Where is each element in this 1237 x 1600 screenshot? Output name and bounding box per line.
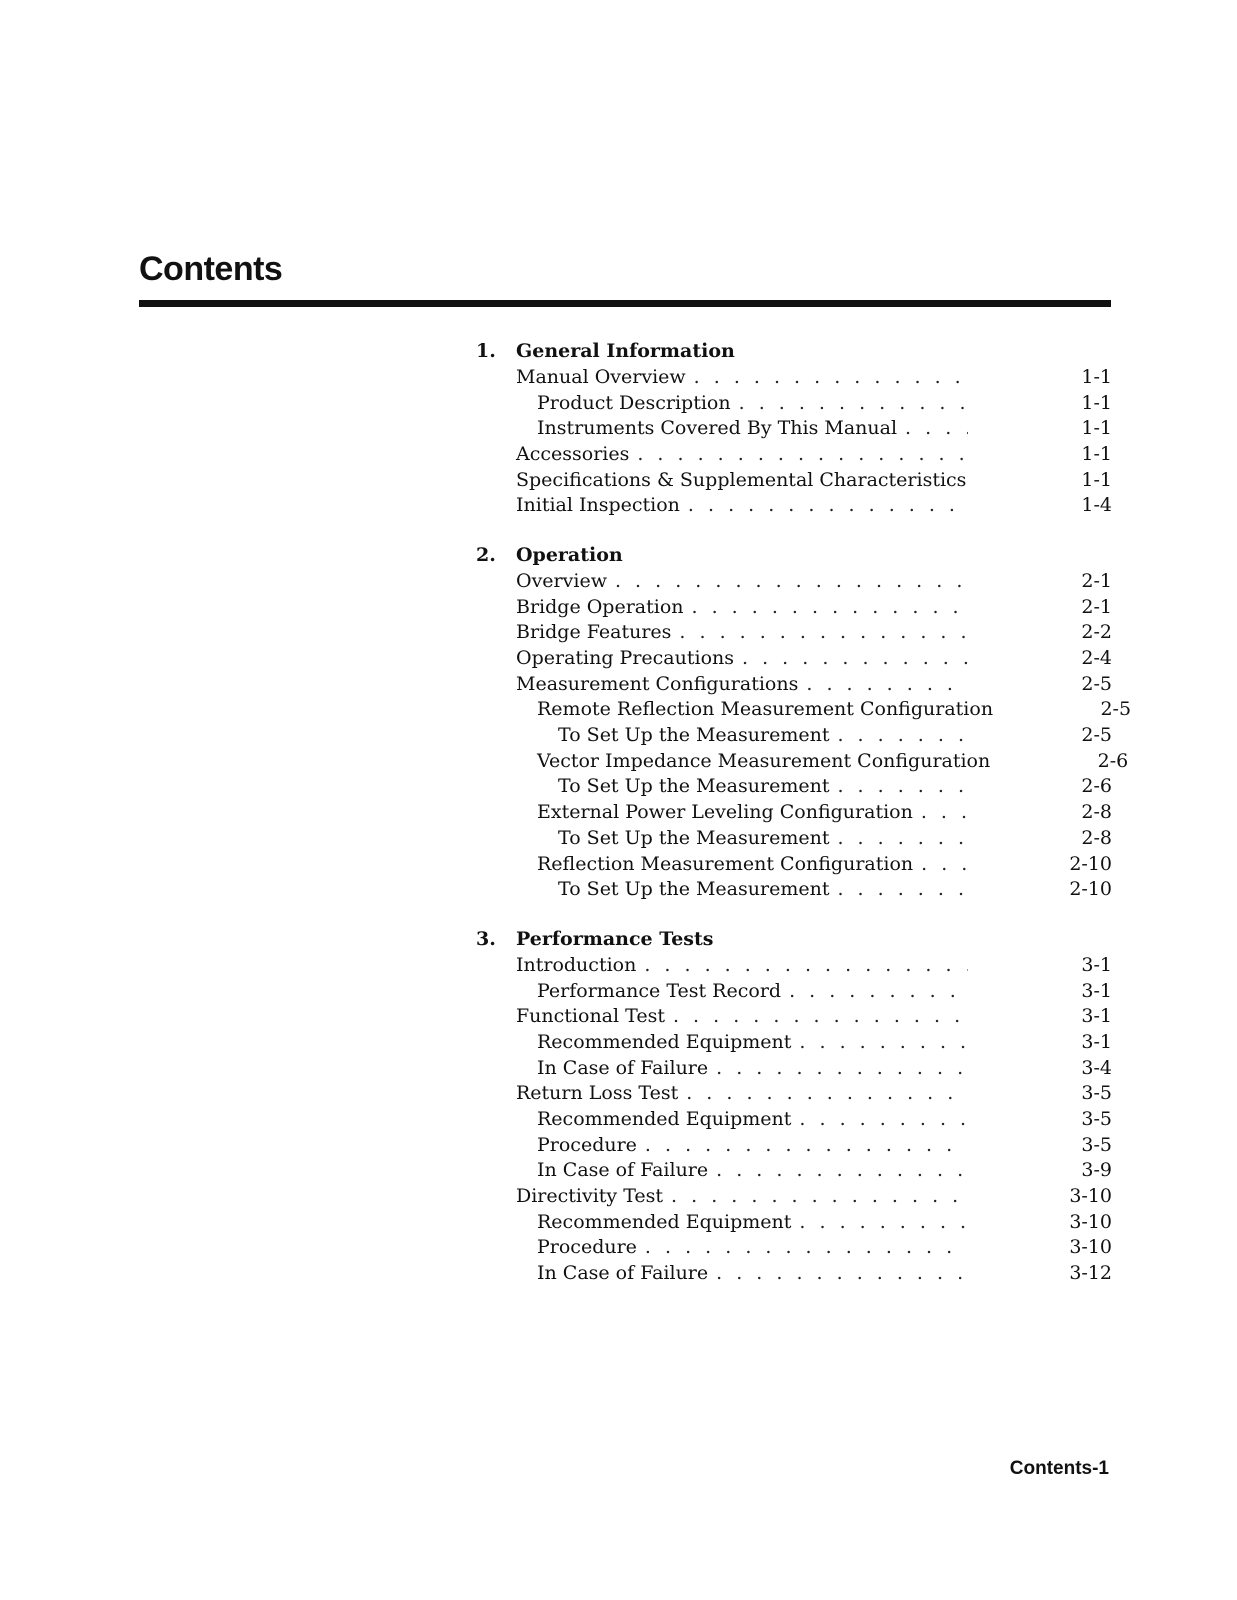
dot-leader [837, 878, 968, 900]
toc-entry[interactable] [476, 799, 1112, 825]
toc-entry-page: 2-8 [1081, 801, 1112, 824]
toc-entry-page: 3-1 [1081, 1030, 1112, 1053]
toc-entry[interactable] [476, 1055, 1112, 1081]
dot-leader [742, 647, 968, 669]
toc-entry[interactable] [476, 952, 1112, 978]
toc-entry[interactable] [476, 620, 1112, 646]
toc-entry[interactable] [476, 722, 1112, 748]
toc-entry-title: Introduction [516, 953, 637, 976]
toc-entry-title: To Set Up the Measurement [558, 826, 830, 849]
toc-entry-page: 2-5 [1081, 724, 1112, 747]
toc-entry-title: Procedure [537, 1236, 637, 1259]
dot-leader [921, 801, 968, 823]
dot-leader [615, 570, 968, 592]
table-of-contents [476, 338, 1132, 1310]
dot-leader [716, 1159, 968, 1181]
chapter-number: 1. [476, 340, 496, 362]
dot-leader [673, 1005, 968, 1027]
toc-entry-page: 3-9 [1081, 1159, 1112, 1182]
chapter-number: 3. [476, 928, 496, 951]
toc-entry-title: In Case of Failure [537, 1262, 709, 1285]
toc-entry[interactable] [476, 441, 1112, 467]
toc-entry-page: 3-10 [1069, 1236, 1112, 1259]
chapter-title: Operation [516, 544, 623, 567]
dot-leader [644, 954, 968, 976]
chapter-heading[interactable] [476, 338, 1112, 364]
toc-entry-title: Reflection Measurement Configuration [537, 852, 914, 875]
dot-leader [692, 596, 968, 618]
chapter-title: General Information [516, 340, 735, 362]
toc-entry[interactable] [476, 364, 1112, 390]
toc-entry[interactable] [476, 415, 1112, 441]
toc-entry-title: Bridge Features [516, 621, 672, 644]
dot-leader [905, 417, 968, 439]
toc-entry-page: 1-4 [1081, 494, 1112, 517]
toc-entry-title: Specifications & Supplemental Characteristics [516, 468, 967, 491]
dot-leader [645, 1134, 968, 1156]
toc-entry[interactable] [476, 697, 1132, 723]
toc-entry-page: 2-1 [1081, 569, 1112, 592]
toc-entry-page: 2-10 [1069, 852, 1112, 875]
toc-entry-title: Overview [516, 569, 607, 592]
toc-chapter [476, 542, 1132, 902]
chapter-number: 2. [476, 544, 496, 567]
toc-entry[interactable] [476, 1081, 1112, 1107]
toc-entry-page: 2-1 [1081, 595, 1112, 618]
chapter-heading[interactable] [476, 926, 1112, 952]
toc-entry[interactable] [476, 1003, 1112, 1029]
toc-entry[interactable] [476, 1235, 1112, 1261]
toc-entry-title: Initial Inspection [516, 494, 680, 517]
toc-entry[interactable] [476, 568, 1112, 594]
dot-leader [921, 853, 968, 875]
toc-entry-title: Recommended Equipment [537, 1108, 792, 1131]
page-title: Contents [139, 250, 283, 288]
toc-entry-page: 2-10 [1069, 878, 1112, 901]
toc-entry[interactable] [476, 594, 1112, 620]
dot-leader [694, 366, 968, 388]
toc-entry-page: 3-5 [1081, 1108, 1112, 1131]
dot-leader [799, 1108, 968, 1130]
toc-entry-page: 1-1 [1081, 391, 1112, 414]
toc-entry-title: In Case of Failure [537, 1056, 709, 1079]
toc-chapter [476, 926, 1112, 1286]
toc-entry-title: In Case of Failure [537, 1159, 709, 1182]
toc-entry[interactable] [476, 492, 1112, 518]
toc-entry-title: Recommended Equipment [537, 1210, 792, 1233]
toc-entry-title: To Set Up the Measurement [558, 775, 830, 798]
toc-entry-title: Procedure [537, 1133, 637, 1156]
toc-entry[interactable] [476, 1183, 1112, 1209]
dot-leader [671, 1185, 968, 1207]
dot-leader [688, 494, 968, 516]
dot-leader [837, 724, 968, 746]
toc-entry-page: 2-6 [1081, 775, 1112, 798]
dot-leader [837, 775, 968, 797]
toc-entry-page: 3-1 [1081, 1005, 1112, 1028]
toc-entry[interactable] [476, 390, 1112, 416]
dot-leader [806, 673, 968, 695]
dot-leader [679, 621, 968, 643]
toc-entry-title: Manual Overview [516, 365, 686, 388]
toc-entry[interactable] [476, 1260, 1112, 1286]
toc-entry-title: To Set Up the Measurement [558, 878, 830, 901]
dot-leader [716, 1057, 968, 1079]
toc-entry-page: 2-5 [1081, 672, 1112, 695]
heading-rule [139, 300, 1111, 307]
toc-entry[interactable] [476, 1158, 1112, 1184]
toc-entry-title: Recommended Equipment [537, 1030, 792, 1053]
dot-leader [837, 827, 968, 849]
toc-entry-title: To Set Up the Measurement [558, 724, 830, 747]
toc-entry[interactable] [476, 645, 1112, 671]
toc-entry-title: Accessories [516, 442, 630, 465]
toc-entry-title: Functional Test [516, 1005, 665, 1028]
toc-entry-page: 3-4 [1081, 1056, 1112, 1079]
toc-entry-title: Directivity Test [516, 1185, 664, 1208]
toc-entry[interactable] [476, 671, 1112, 697]
toc-entry-title: Operating Precautions [516, 647, 734, 670]
toc-entry[interactable] [476, 1132, 1112, 1158]
toc-entry-page: 1-1 [1081, 417, 1112, 440]
toc-entry-title: Performance Test Record [537, 979, 782, 1002]
chapter-heading[interactable] [476, 542, 1112, 568]
toc-entry[interactable] [476, 825, 1112, 851]
toc-entry[interactable] [476, 467, 1112, 493]
toc-entry-page: 2-2 [1081, 621, 1112, 644]
toc-entry-title: Vector Impedance Measurement Configuration [537, 749, 991, 772]
toc-entry-title: External Power Leveling Configuration [537, 801, 913, 824]
toc-entry[interactable] [476, 978, 1112, 1004]
toc-entry-page: 1-1 [1081, 365, 1112, 388]
toc-entry-title: Product Description [537, 391, 731, 414]
dot-leader [686, 1082, 968, 1104]
dot-leader [799, 1031, 968, 1053]
toc-entry[interactable] [476, 1029, 1112, 1055]
toc-entry-title: Instruments Covered By This Manual [537, 417, 898, 440]
toc-entry-page: 2-6 [1097, 749, 1129, 772]
toc-entry-title: Remote Reflection Measurement Configuration [537, 698, 994, 721]
toc-entry-page: 1-1 [1081, 468, 1112, 491]
toc-entry[interactable] [476, 876, 1112, 902]
toc-entry-title: Bridge Operation [516, 595, 684, 618]
toc-entry-page: 2-4 [1081, 647, 1112, 670]
dot-leader [799, 1211, 968, 1233]
dot-leader [739, 392, 968, 414]
toc-chapter [476, 338, 1112, 518]
chapter-title: Performance Tests [516, 928, 714, 951]
toc-entry-title: Measurement Configurations [516, 672, 799, 695]
dot-leader [637, 443, 968, 465]
toc-entry[interactable] [476, 1209, 1112, 1235]
toc-entry[interactable] [476, 774, 1112, 800]
toc-entry[interactable] [476, 1106, 1112, 1132]
dot-leader [789, 980, 968, 1002]
toc-entry[interactable] [476, 748, 1129, 774]
toc-entry-page: 3-12 [1069, 1262, 1112, 1285]
toc-entry-page: 3-1 [1081, 979, 1112, 1002]
toc-entry-page: 3-5 [1081, 1133, 1112, 1156]
toc-entry-page: 3-1 [1081, 953, 1112, 976]
page-footer: Contents-1 [1009, 1458, 1109, 1479]
toc-entry-page: 3-10 [1069, 1210, 1112, 1233]
toc-entry-page: 2-5 [1100, 698, 1132, 721]
toc-entry-title: Return Loss Test [516, 1082, 679, 1105]
toc-entry-page: 1-1 [1081, 442, 1112, 465]
dot-leader [716, 1262, 968, 1284]
dot-leader [645, 1236, 968, 1258]
toc-entry-page: 3-10 [1069, 1185, 1112, 1208]
toc-entry-page: 3-5 [1081, 1082, 1112, 1105]
toc-entry-page: 2-8 [1081, 826, 1112, 849]
toc-entry[interactable] [476, 851, 1112, 877]
